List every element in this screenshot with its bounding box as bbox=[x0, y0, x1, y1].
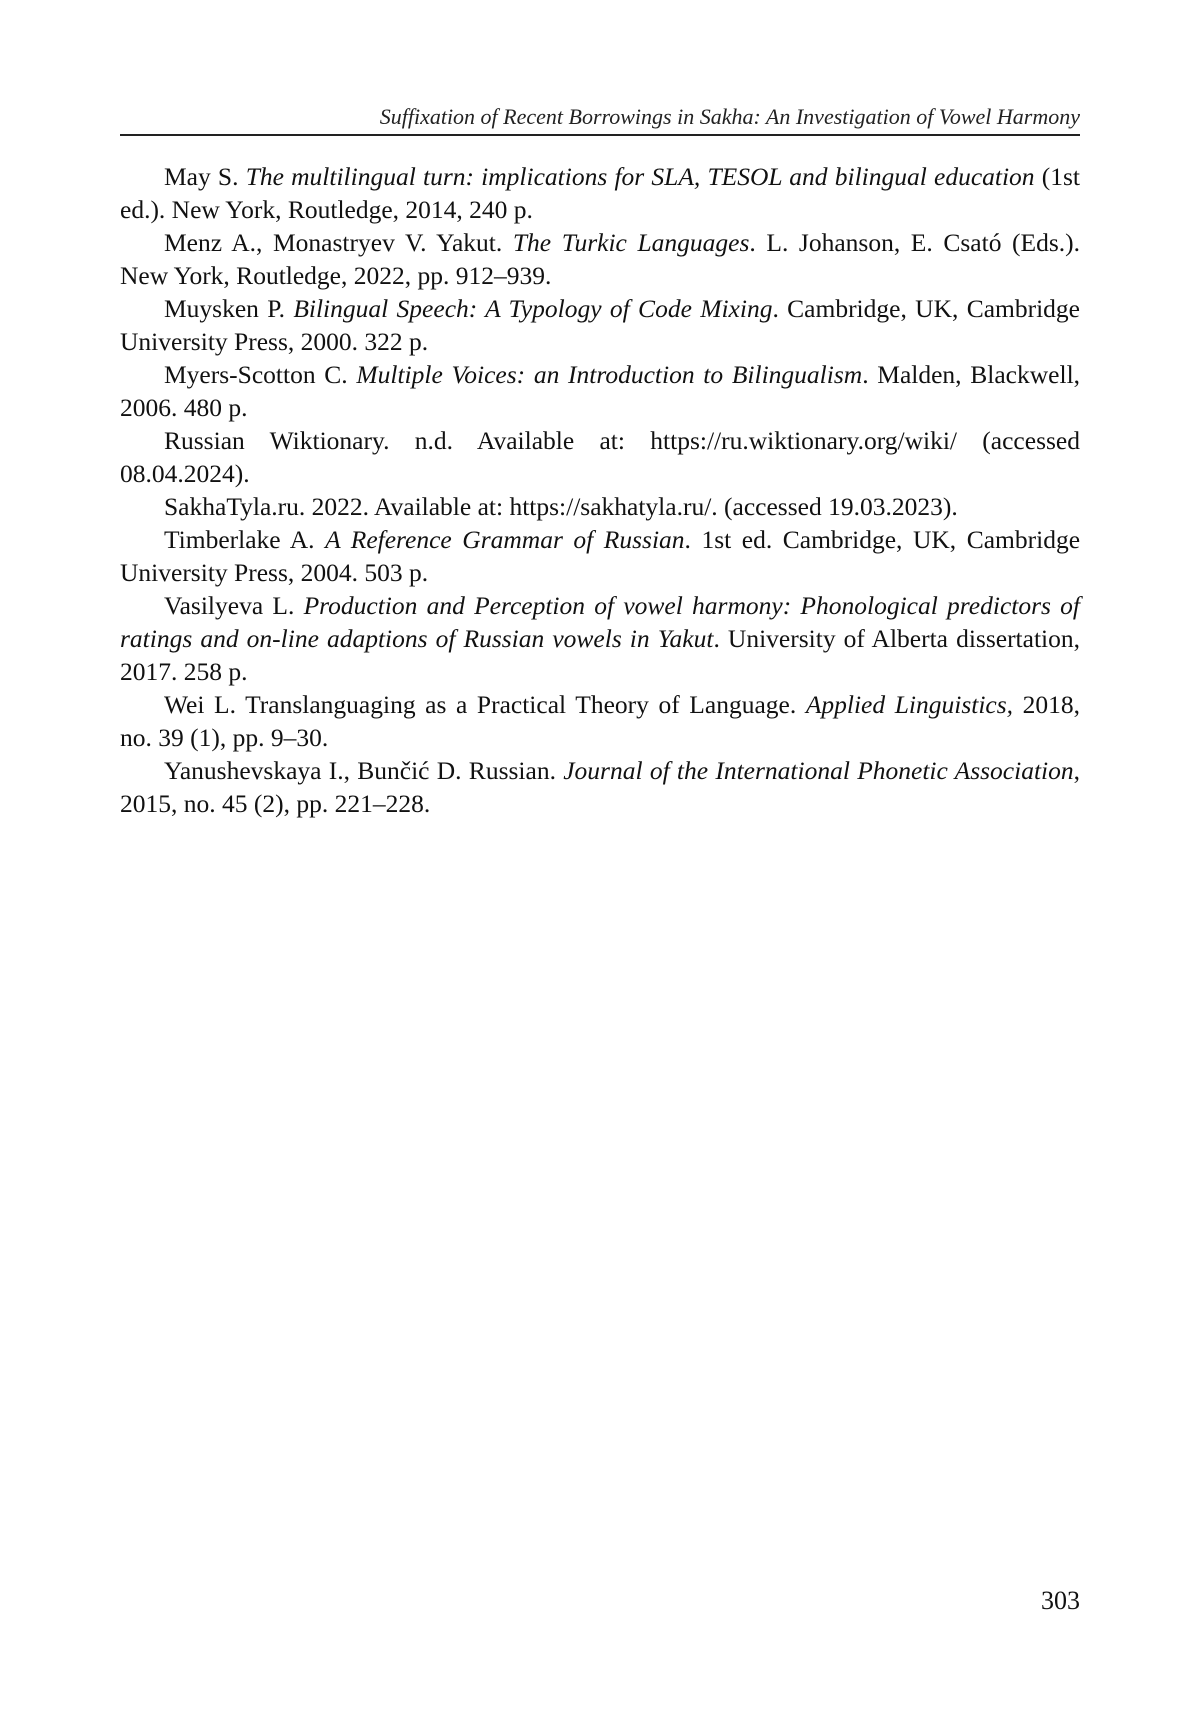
ref-authors: Myers-Scotton C. bbox=[164, 360, 348, 389]
ref-title: Bilingual Speech: A Typology of Code Mixing bbox=[293, 294, 773, 323]
ref-title: The multilingual turn: implications for SLA, TESOL and bilingual education bbox=[245, 162, 1035, 191]
ref-authors: Yanushevskaya I., Bunčić D. Russian. bbox=[164, 756, 556, 785]
ref-details: . Malden, Blackwell, 2006. 480 p. bbox=[120, 360, 1081, 422]
ref-authors: Muysken P. bbox=[164, 294, 285, 323]
ref-details: . L. Johanson, E. Csató (Eds.). New York, Routledge, 2022, pp. 912–939. bbox=[120, 228, 1081, 290]
header-rule bbox=[120, 134, 1080, 136]
reference-entry bbox=[120, 523, 1080, 589]
ref-title: Multiple Voices: an Introduction to Bilingualism bbox=[356, 360, 863, 389]
ref-authors: Wei L. Translanguaging as a Practical Theory of Language. bbox=[164, 690, 797, 719]
reference-entry bbox=[120, 160, 1080, 226]
ref-authors: Menz A., Monastryev V. Yakut. bbox=[164, 228, 503, 257]
ref-details: , 2015, no. 45 (2), pp. 221–228. bbox=[120, 756, 1080, 818]
ref-details: . Cambridge, UK, Cambridge University Press, 2000. 322 p. bbox=[120, 294, 1081, 356]
reference-entry: SakhaTyla.ru. 2022. Available at: https://sakhatyla.ru/. (accessed 19.03.2023). bbox=[164, 492, 958, 521]
reference-entry bbox=[120, 226, 1080, 292]
reference-entry: Russian Wiktionary. n.d. Available at: https://ru.wiktionary.org/wiki/ (accessed 08.04.2024). bbox=[120, 426, 1080, 488]
ref-authors: May S. bbox=[164, 162, 239, 191]
ref-title: Production and Perception of vowel harmony: Phonological predictors of ratings and on-line adaptions of Russian vowels in Yakut bbox=[120, 591, 1081, 653]
running-head: Suffixation of Recent Borrowings in Sakha: An Investigation of Vowel Harmony bbox=[379, 104, 1080, 129]
ref-authors: Timberlake A. bbox=[164, 525, 315, 554]
reference-entry bbox=[120, 754, 1080, 820]
ref-title: Journal of the International Phonetic Association bbox=[563, 756, 1074, 785]
reference-entry bbox=[120, 589, 1080, 688]
ref-title: The Turkic Languages bbox=[512, 228, 750, 257]
reference-entry bbox=[120, 292, 1080, 358]
page-number: 303 bbox=[1041, 1586, 1080, 1615]
reference-entry bbox=[120, 358, 1080, 424]
ref-details: . University of Alberta dissertation, 2017. 258 p. bbox=[120, 624, 1081, 686]
ref-title: Applied Linguistics, bbox=[805, 690, 1014, 719]
reference-list bbox=[120, 160, 1080, 820]
ref-authors: Vasilyeva L. bbox=[164, 591, 295, 620]
ref-title: A Reference Grammar of Russian bbox=[325, 525, 685, 554]
ref-details: 2018, no. 39 (1), pp. 9–30. bbox=[120, 690, 1080, 752]
ref-details: . 1st ed. Cambridge, UK, Cambridge University Press, 2004. 503 p. bbox=[120, 525, 1081, 587]
reference-entry bbox=[120, 688, 1080, 754]
ref-details: (1st ed.). New York, Routledge, 2014, 240 p. bbox=[120, 162, 1080, 224]
